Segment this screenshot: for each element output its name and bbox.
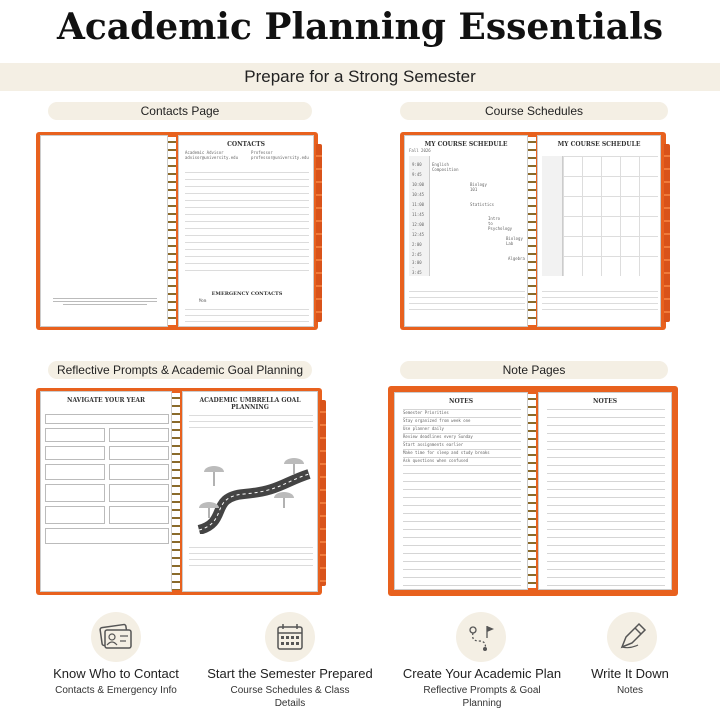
emergency-heading: EMERGENCY CONTACTS bbox=[211, 291, 283, 297]
note-line-2: Stay organized from week one bbox=[403, 418, 471, 423]
notes-heading-left: NOTES bbox=[448, 398, 474, 405]
semester-value: Fall 2026 bbox=[409, 148, 431, 153]
schedules-right-page bbox=[537, 135, 661, 327]
contact-name-1: Academic Advisor bbox=[185, 150, 224, 155]
emergency-name: Mom bbox=[199, 298, 207, 303]
pen-icon bbox=[607, 612, 657, 662]
goal-road-map bbox=[189, 452, 313, 534]
contact-email-1: advisor@university.edu bbox=[185, 155, 238, 160]
reflective-tabs bbox=[320, 400, 326, 586]
time-slot-1: 9:00 - 9:45 bbox=[412, 162, 422, 177]
notes-right-page bbox=[538, 392, 672, 590]
note-line-6: Make time for sleep and study breaks bbox=[403, 450, 490, 455]
calendar-icon bbox=[265, 612, 315, 662]
contacts-right-page bbox=[178, 135, 314, 327]
feature-sub-plan: Reflective Prompts & Goal Planning bbox=[423, 685, 541, 709]
note-line-5: Start assignments earlier bbox=[403, 442, 464, 447]
class-6: Algebra bbox=[508, 256, 525, 261]
notes-heading-right: NOTES bbox=[592, 398, 618, 405]
contacts-left-page bbox=[40, 135, 168, 327]
contact-name-2: Professor bbox=[251, 150, 273, 155]
subtitle: Prepare for a Strong Semester bbox=[244, 67, 476, 86]
feature-sub-contacts: Contacts & Emergency Info bbox=[55, 685, 177, 696]
time-slot-2: 10:00 - 10:45 bbox=[412, 182, 425, 197]
subtitle-band bbox=[0, 63, 720, 91]
feature-title-notes: Write It Down bbox=[591, 666, 669, 681]
note-line-7: Ask questions when confused bbox=[403, 458, 469, 463]
notes-label: Note Pages bbox=[400, 361, 668, 379]
schedule-heading-right: MY COURSE SCHEDULE bbox=[557, 141, 641, 148]
schedules-label: Course Schedules bbox=[400, 102, 668, 120]
reflective-right-page bbox=[182, 391, 318, 592]
time-slot-4: 12:00 - 12:45 bbox=[412, 222, 425, 237]
time-slot-3: 11:00 - 11:45 bbox=[412, 202, 425, 217]
reflective-left-page bbox=[40, 391, 172, 592]
contacts-spiral bbox=[168, 137, 176, 325]
reflective-label: Reflective Prompts & Academic Goal Planning bbox=[48, 361, 312, 379]
class-5: Biology Lab bbox=[506, 236, 523, 246]
contact-email-2: professor@university.edu bbox=[251, 155, 309, 160]
time-slot-6: 3:00 - 3:45 bbox=[412, 260, 422, 275]
class-4: Intro to Psychology bbox=[488, 216, 513, 231]
feature-title-contacts: Know Who to Contact bbox=[53, 666, 179, 681]
time-slot-5: 2:00 - 2:45 bbox=[412, 242, 422, 257]
contact-card-icon bbox=[91, 612, 141, 662]
contacts-heading: CONTACTS bbox=[227, 141, 265, 148]
class-3: Statistics bbox=[470, 202, 495, 207]
schedules-tabs bbox=[664, 144, 670, 322]
reflective-spiral bbox=[172, 393, 180, 590]
class-1: English Composition bbox=[432, 162, 459, 172]
feature-sub-notes: Notes bbox=[616, 685, 644, 696]
feature-title-semester: Start the Semester Prepared bbox=[207, 666, 373, 681]
class-2: Biology 101 bbox=[470, 182, 487, 192]
navigate-heading: NAVIGATE YOUR YEAR bbox=[66, 397, 146, 404]
note-line-4: Review deadlines every Sunday bbox=[403, 434, 473, 439]
page-title: Academic Planning Essentials bbox=[56, 6, 664, 48]
note-line-3: Use planner daily bbox=[403, 426, 444, 431]
goal-map-icon bbox=[456, 612, 506, 662]
contacts-label: Contacts Page bbox=[48, 102, 312, 120]
note-line-1: Semester Priorities bbox=[403, 410, 449, 415]
notes-spiral bbox=[528, 394, 536, 588]
schedules-left-page bbox=[404, 135, 528, 327]
contacts-tabs bbox=[316, 144, 322, 322]
feature-sub-semester: Course Schedules & Class Details bbox=[230, 685, 350, 709]
schedules-spiral bbox=[528, 137, 536, 325]
umbrella-heading: ACADEMIC UMBRELLA GOAL PLANNING bbox=[199, 397, 301, 411]
feature-title-plan: Create Your Academic Plan bbox=[402, 666, 562, 681]
notes-left-page bbox=[394, 392, 528, 590]
schedule-heading-left: MY COURSE SCHEDULE bbox=[424, 141, 508, 148]
